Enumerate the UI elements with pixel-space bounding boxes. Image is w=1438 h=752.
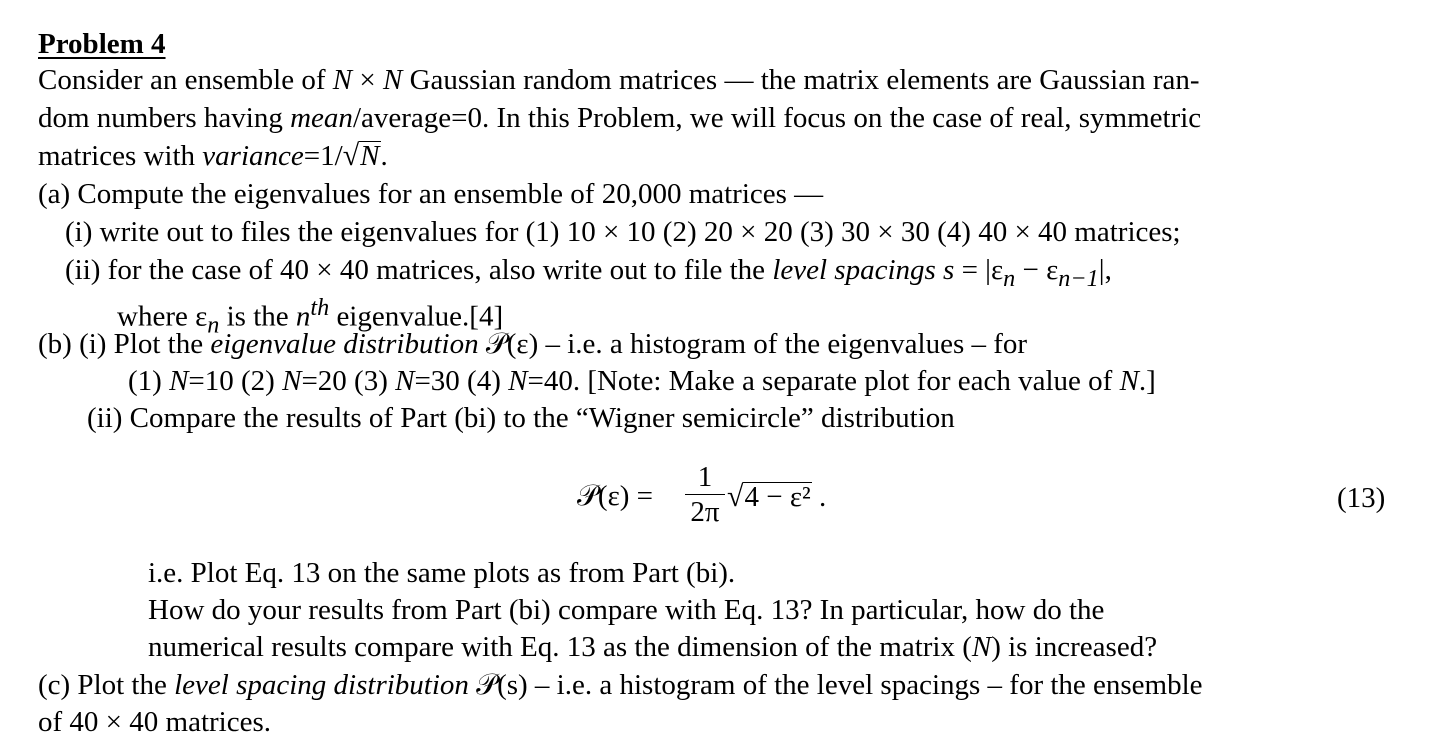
part-b-after-1: i.e. Plot Eq. 13 on the same plots as from Part (bi). xyxy=(148,557,736,589)
part-a-line: (a) Compute the eigenvalues for an ensemble of 20,000 matrices — xyxy=(38,178,824,210)
part-c-line: (c) Plot the level spacing distribution 𝒫(s) – i.e. a histogram of the level spacings – for the ensemble xyxy=(38,669,1203,701)
fraction-bar xyxy=(685,494,725,495)
part-b-after-2: How do your results from Part (bi) compare with Eq. 13? In particular, how do the xyxy=(148,594,1105,626)
equation-number: (13) xyxy=(1337,482,1386,514)
part-b-ii: (ii) Compare the results of Part (bi) to the “Wigner semicircle” distribution xyxy=(87,402,955,434)
intro-line-3: matrices with variance=1/√N. xyxy=(38,139,388,172)
fraction-denominator: 2π xyxy=(690,496,720,528)
equation-fraction xyxy=(685,462,725,527)
intro-line-2: dom numbers having mean/average=0. In this Problem, we will focus on the case of real, symmetric xyxy=(38,102,1202,134)
part-b-after-3: numerical results compare with Eq. 13 as the dimension of the matrix (N) is increased? xyxy=(148,631,1158,663)
part-c-cont: of 40 × 40 matrices. xyxy=(38,706,271,738)
equation-rhs: √4 − ε² . xyxy=(727,480,827,513)
intro-line-1: Consider an ensemble of N × N Gaussian random matrices — the matrix elements are Gaussian ran- xyxy=(38,64,1200,96)
part-a-ii: (ii) for the case of 40 × 40 matrices, also write out to file the level spacings $s = |\varepsilon_n - \varepsilon_{n-1}|$, xyxy=(65,254,1112,292)
fraction-numerator: 1 xyxy=(697,461,713,493)
part-a-ii-cont: where $\varepsilon_n$ is the $n^{th}$ eigenvalue.[4] xyxy=(117,294,504,339)
problem-title: Problem 4 xyxy=(38,28,166,60)
part-b-i: (b) (i) Plot the eigenvalue distribution 𝒫(ε) – i.e. a histogram of the eigenvalues – for xyxy=(38,328,1028,360)
part-b-i-cont: (1) N=10 (2) N=20 (3) N=30 (4) N=40. [Note: Make a separate plot for each value of N.] xyxy=(128,365,1156,397)
equation-lhs: 𝒫(ε) = xyxy=(577,480,654,512)
part-a-i: (i) write out to files the eigenvalues for (1) 10 × 10 (2) 20 × 20 (3) 30 × 30 (4) 40 × 40 matrices; xyxy=(65,216,1181,248)
